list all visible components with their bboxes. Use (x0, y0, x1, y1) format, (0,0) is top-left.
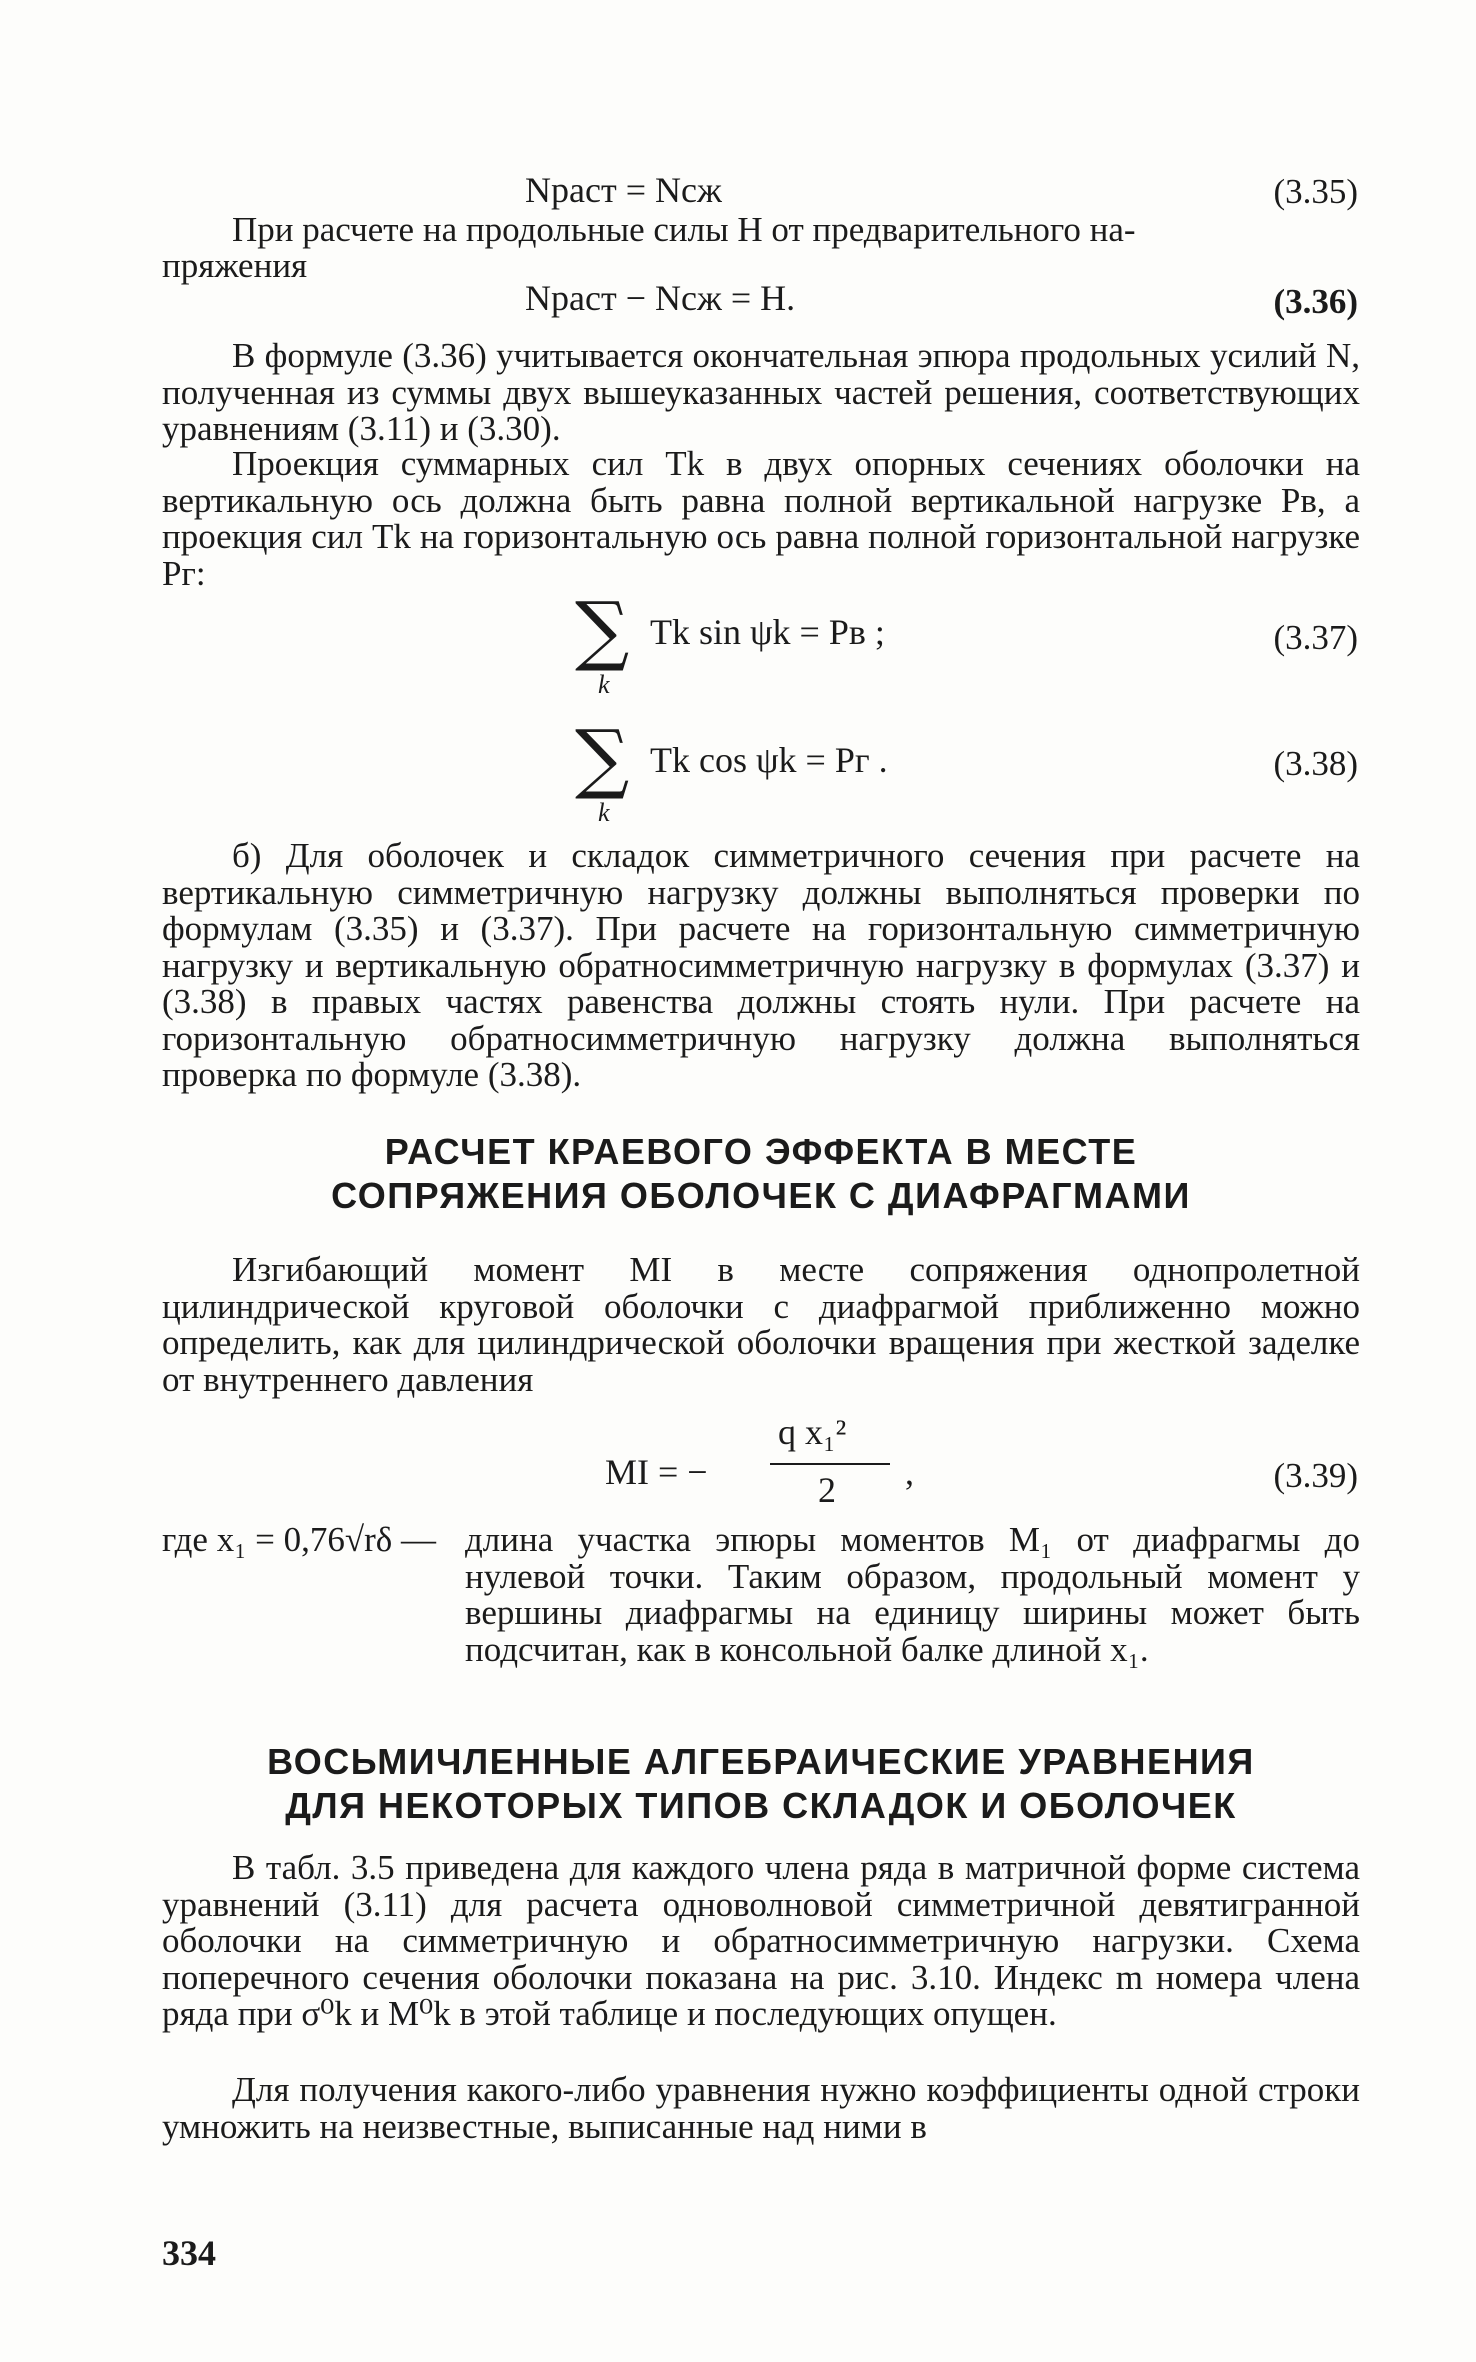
paragraph-1-line-1: При расчете на продольные силы H от предварительного на- (232, 210, 1136, 249)
equation-number-3-38: (3.38) (1273, 744, 1358, 783)
equation-3-37: Tk sin ψk = Pв ; (650, 612, 885, 652)
equation-number-3-37: (3.37) (1273, 618, 1358, 657)
sum-symbol-3-38: ∑ (575, 713, 630, 802)
paragraph-3: Проекция суммарных сил Tk в двух опорных сечениях оболочки на вертикальную ось должна быть равна полной вертикальной нагрузке Pв, а проекция сил Tk на горизонтальную ось равна полной горизонтальной нагрузке Pг: (162, 444, 1360, 593)
fraction-bar (770, 1463, 890, 1465)
sum-index-3-37: k (598, 670, 610, 699)
page-number: 334 (162, 2233, 216, 2273)
equation-text: Nраст = Nсж (525, 170, 722, 210)
section-heading-2-line-2: ДЛЯ НЕКОТОРЫХ ТИПОВ СКЛАДОК И ОБОЛОЧЕК (285, 1785, 1237, 1826)
sum-index-3-38: k (598, 798, 610, 827)
paragraph-7: Для получения какого-либо уравнения нужно коэффициенты одной строки умножить на неизвестные, выписанные над ними в (162, 2070, 1360, 2146)
paragraph-6: В табл. 3.5 приведена для каждого члена ряда в матричной форме система уравнений (3.11) для расчета одноволновой симметричной девятигранной оболочки на симметричную и обратносимметричную нагрузки. Схема поперечного сечения оболочки показана на рис. 3.10. Индекс m номера члена ряда при σ⁰k и M⁰k в этой таблице и последующих опущен. (162, 1848, 1360, 2033)
paragraph-1-line-2: пряжения (162, 246, 308, 285)
equation-3-36: Nраст − Nсж = H. (525, 278, 796, 318)
where-label: где x₁ = 0,76√rδ — (162, 1520, 437, 1559)
paragraph-4: б) Для оболочек и складок симметричного сечения при расчете на вертикальную симметричную нагрузку должны выполняться проверки по формулам (3.35) и (3.37). При расчете на горизонтальную симметричную нагрузку и вертикальную обратносимметричную нагрузку в формулах (3.37) и (3.38) в правых частях равенства должны стоять нули. При расчете на горизонтальную обратносимметричную нагрузку должна выполняться проверка по формуле (3.38). (162, 836, 1360, 1094)
paragraph-5: Изгибающий момент MI в месте сопряжения однопролетной цилиндрической круговой оболочки с диафрагмой приближенно можно определить, как для цилиндрической оболочки вращения при жесткой заделке от внутреннего давления (162, 1250, 1360, 1399)
equation-3-39-numerator: q x₁² (778, 1412, 847, 1452)
equation-number-3-35: (3.35) (1273, 172, 1358, 211)
section-heading-2-line-1: ВОСЬМИЧЛЕННЫЕ АЛГЕБРАИЧЕСКИЕ УРАВНЕНИЯ (267, 1741, 1255, 1782)
section-heading-1-line-1: РАСЧЕТ КРАЕВОГО ЭФФЕКТА В МЕСТЕ (384, 1131, 1138, 1172)
equation-3-39-denominator: 2 (818, 1470, 836, 1510)
sum-symbol-3-37: ∑ (575, 585, 630, 674)
where-definition: длина участка эпюры моментов M₁ от диафрагмы до нулевой точки. Таким образом, продольный момент у вершины диафрагмы на единицу ширины может быть подсчитан, как в консольной балке длиной x₁. (465, 1520, 1360, 1669)
equation-3-35 (525, 170, 722, 210)
equation-number-3-36: (3.36) (1273, 282, 1358, 321)
paragraph-2: В формуле (3.36) учитывается окончательная эпюра продольных усилий N, полученная из суммы двух вышеуказанных частей решения, соответствующих уравнениям (3.11) и (3.30). (162, 336, 1360, 448)
equation-3-39-lhs: MI = − (605, 1452, 708, 1492)
equation-3-39-tail: , (905, 1452, 914, 1492)
equation-number-3-39: (3.39) (1273, 1456, 1358, 1495)
section-heading-1-line-2: СОПРЯЖЕНИЯ ОБОЛОЧЕК С ДИАФРАГМАМИ (331, 1175, 1191, 1216)
equation-3-38: Tk cos ψk = Pг . (650, 740, 888, 780)
